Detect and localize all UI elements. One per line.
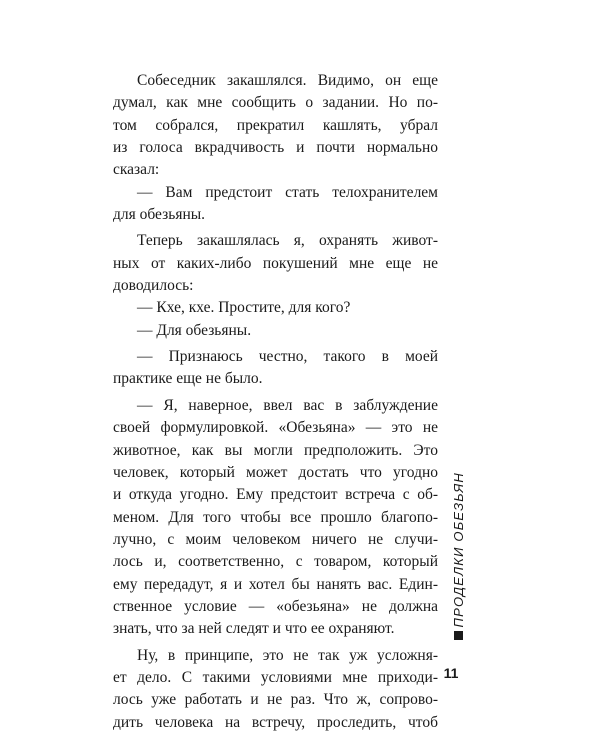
text-line: доводилось: [113, 277, 194, 295]
paragraph [113, 395, 438, 641]
page-number: 11 [443, 665, 459, 681]
text-line: из голоса вкрадчивость и почти нормально [113, 139, 438, 157]
text-line: знать, что за ней следят и что ее охраняют. [113, 620, 395, 638]
text-line: сказал: [113, 161, 160, 179]
text-line: лучно, с моим человеком ничего не случи- [113, 530, 438, 548]
text-line: лось уже работать и не раз. Что ж, сопрово- [113, 691, 438, 709]
paragraph [113, 297, 438, 319]
paragraph [113, 70, 438, 182]
text-line: — Я, наверное, ввел вас в заблуждение [137, 396, 438, 414]
body-text [113, 70, 438, 734]
text-line: ных от каких-либо покушений мне еще не [113, 254, 438, 272]
text-line: практике еще не было. [113, 370, 263, 388]
text-line: своей формулировкой. «Обезьяна» — это не [113, 419, 438, 437]
text-line: — Признаюсь честно, такого в моей [137, 348, 438, 366]
running-title [443, 472, 473, 642]
text-line: ему передадут, я и хотел бы нанять вас. Един- [113, 575, 438, 593]
text-line: Теперь закашлялась я, охранять живот- [137, 232, 438, 250]
paragraph [113, 230, 438, 297]
paragraph [113, 320, 438, 342]
text-line: для обезьяны. [113, 206, 206, 224]
text-line: Собеседник закашлялся. Видимо, он еще [137, 72, 438, 89]
text-line: — Для обезьяны. [137, 321, 252, 339]
paragraph [113, 182, 438, 227]
text-line: ственное условие — «обезьяна» не должна [113, 597, 438, 615]
paragraph [113, 645, 438, 734]
text-line: ет дело. С такими условиями мне приходи- [113, 668, 438, 686]
running-title-text: ПРОДЕЛКИ ОБЕЗЬЯН [450, 472, 466, 628]
text-line: и откуда угодно. Ему предстоит встреча с об- [113, 486, 438, 504]
text-line: том собрался, прекратил кашлять, убрал [113, 116, 438, 134]
text-line: меном. Для того чтобы все прошло благопо- [113, 508, 438, 526]
text-line: Ну, в принципе, это не так уж усложня- [137, 646, 438, 664]
text-line: — Вам предстоит стать телохранителем [137, 183, 438, 201]
paragraph [113, 346, 438, 391]
text-line: — Кхе, кхе. Простите, для кого? [137, 299, 351, 317]
square-bullet-icon [454, 631, 463, 640]
text-line: думал, как мне сообщить о задании. Но по- [113, 94, 438, 112]
text-line: лось и, соответственно, с товаром, который [113, 553, 438, 571]
text-line: животное, как вы могли предположить. Это [113, 441, 438, 459]
text-line: дить человека на встречу, проследить, чтоб [113, 713, 438, 731]
text-line: человек, который может достать что угодно [113, 463, 438, 481]
